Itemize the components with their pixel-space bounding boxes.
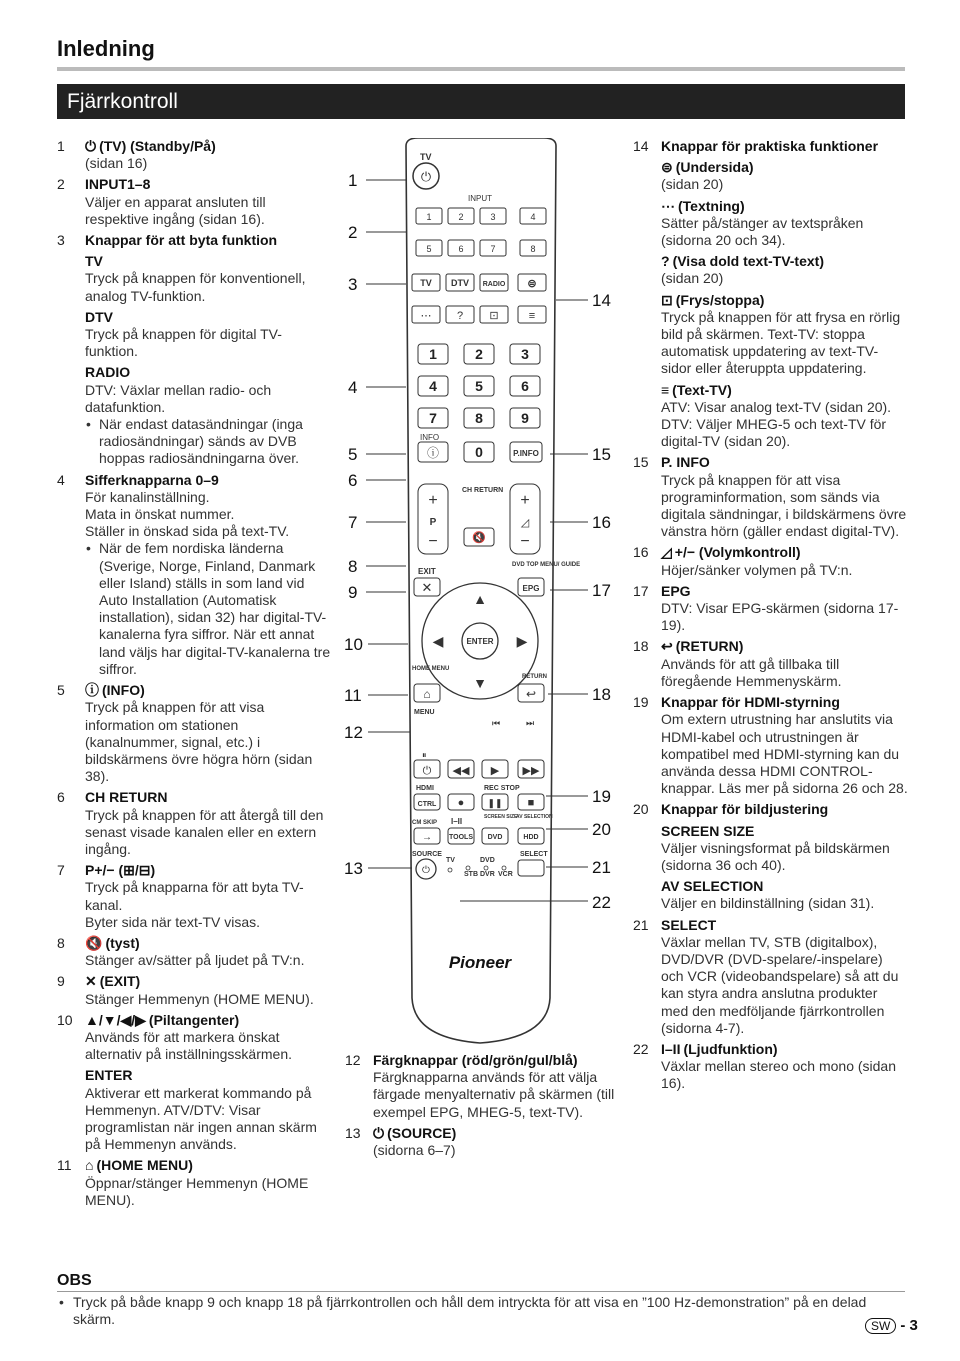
svg-text:7: 7 (490, 244, 496, 254)
svg-text:2: 2 (458, 212, 464, 222)
svg-text:6: 6 (458, 244, 464, 254)
language-badge: SW (865, 1318, 896, 1334)
item-6: 6 CH RETURN Tryck på knappen för att återgå till den senast visade kanalen eller en extern ingång. (57, 789, 324, 857)
item-11: 11 ⌂ (HOME MENU) Öppnar/stänger Hemmenyn (HOME MENU). (57, 1157, 309, 1208)
screen-size-label: SCREEN SIZE (484, 814, 518, 820)
ch-return-label: CH RETURN (462, 487, 504, 494)
select-button[interactable] (518, 860, 544, 876)
svg-text:ENTER: ENTER (466, 637, 494, 646)
subtitle-icon: ⋯ (420, 310, 432, 322)
svg-text:DTV: DTV (451, 278, 469, 288)
callout-22: 22 (592, 893, 611, 912)
item-15: 15 P. INFO Tryck på knappen för att visa programinformation, som sänds via digitala sändningar, i bildskärmens övre vänstra hörn (gäller endast digital-TV). (633, 454, 907, 540)
callout-20: 20 (592, 820, 611, 839)
mute-icon: 🔇 (85, 934, 103, 951)
svg-text:8: 8 (475, 410, 483, 426)
select-label: SELECT (520, 851, 548, 858)
pause-icon: ⏸ (422, 750, 427, 760)
reveal-icon: ? (661, 253, 670, 270)
item-7: 7 P+/− (⊞/⊟) Tryck på knapparna för att byta TV-kanal. Byter sida när text-TV visas. (57, 862, 304, 930)
left-column (57, 138, 332, 1213)
callout-lines-left (366, 180, 412, 868)
item-18: 18 ↩ (RETURN) Används för att gå tillbaka till föregående Hemmenyskärm. (633, 638, 842, 689)
subtitle-icon: ⋯ (661, 197, 675, 214)
input-label: INPUT (468, 194, 492, 203)
callout-10: 10 (344, 635, 363, 654)
freeze-icon: ⊡ (661, 291, 673, 308)
obs-title: OBS (57, 1272, 92, 1289)
item-2: 2 INPUT1–8 Väljer en apparat ansluten till respektive ingång (sidan 16). (57, 176, 266, 227)
item-22: 22 I–II (Ljudfunktion) Växlar mellan stereo och mono (sidan 16). (633, 1040, 897, 1092)
info-icon: ⓘ (426, 446, 440, 460)
svg-text:EPG: EPG (522, 584, 540, 593)
arrow-keys-icon: ▲/▼/◀/▶ (85, 1011, 146, 1028)
item-10: 10 ▲/▼/◀/▶ (Piltangenter) Används för att markera önskat alternativ på inställningsskärmen. ENTER Aktiverar ett markerat kommando på Hemmenyn. ATV/DTV: Visar programlistan när ingen annan skärm på Hemmenyn används. (57, 1011, 317, 1153)
callouts-right (592, 291, 611, 912)
svg-text:−: − (520, 533, 530, 550)
page-number: SW - 3 (865, 1317, 918, 1334)
svg-text:5: 5 (426, 244, 432, 254)
item-1: 1 ⏻ (TV) (Standby/På) (sidan 16) (57, 138, 216, 172)
svg-text:3: 3 (490, 212, 496, 222)
skip-icon: → (422, 832, 432, 843)
pause-icon: ❚❚ (487, 798, 503, 808)
next-track-icon: ⏭ (526, 718, 535, 728)
svg-text:+: + (520, 492, 530, 509)
info-icon: ⓘ (85, 682, 99, 699)
home-icon: ⌂ (85, 1157, 94, 1174)
obs-text: • Tryck på både knapp 9 och knapp 18 på fjärrkontrollen och håll dem intryckta för att visa en ”100 Hz-demonstration” på en delad skärm. (57, 1294, 905, 1328)
stop-icon: ■ (527, 797, 535, 809)
item-13: 13 ⏻ (SOURCE) (sidorna 6–7) (345, 1124, 457, 1159)
remote-illustration (340, 138, 630, 1048)
rec-stop-label: REC STOP (484, 785, 520, 792)
play-icon: ▶ (490, 765, 500, 777)
forward-icon: ▶▶ (522, 765, 540, 777)
info-label: INFO (420, 433, 440, 442)
record-icon: ● (457, 797, 465, 809)
power-icon: ⏻ (85, 138, 97, 154)
subpage-icon: ⊜ (527, 278, 537, 290)
section-title: Fjärrkontroll (57, 84, 905, 119)
return-icon: ↩ (661, 638, 673, 655)
item-17: 17 EPG DTV: Visar EPG-skärmen (sidorna 17-19). (633, 582, 899, 634)
svg-text:6: 6 (521, 378, 529, 394)
svg-text:8: 8 (530, 244, 536, 254)
svg-text:CTRL: CTRL (417, 801, 437, 808)
svg-text:P.INFO: P.INFO (513, 449, 539, 458)
sound-mode-icon: I–II (451, 817, 463, 826)
callout-15: 15 (592, 445, 611, 464)
callout-17: 17 (592, 581, 611, 600)
svg-text:7: 7 (429, 410, 437, 426)
svg-text:2: 2 (475, 346, 483, 362)
sound-mode-icon: I–II (661, 1040, 681, 1057)
svg-text:DVR: DVR (480, 871, 495, 878)
item-16: 16 ◿ +/− (Volymkontroll) Höjer/sänker volymen på TV:n. (633, 544, 853, 578)
callout-6: 6 (348, 471, 358, 490)
svg-text:1: 1 (429, 346, 437, 362)
cm-skip-label: CM SKIP (412, 820, 438, 826)
item-5: 5 ⓘ (INFO) Tryck på knappen för att visa information om stationen (kanalnummer, signal, etc.) i bildskärmens övre högra hörn (sidan 38). (57, 682, 313, 785)
obs-divider (57, 1291, 905, 1292)
callouts-left (344, 171, 363, 878)
svg-text:TV: TV (420, 278, 432, 288)
arrow-left-icon[interactable]: ◀ (432, 633, 444, 649)
callout-2: 2 (348, 223, 358, 242)
brand-logo: Pioneer (448, 953, 512, 972)
teletext-icon: ≡ (661, 381, 670, 398)
callout-9: 9 (348, 583, 358, 602)
svg-text:VCR: VCR (498, 871, 513, 878)
item-9: 9 ✕ (EXIT) Stänger Hemmenyn (HOME MENU). (57, 973, 314, 1007)
callout-7: 7 (348, 513, 358, 532)
item-3: 3 Knappar för att byta funktion TV Tryck på knappen för konventionell, analog TV-funktion. DTV Tryck på knappen för digital TV-funktion. RADIO DTV: Växlar mellan radio- och datafunktion. • När endast datasändningar (inga radiosändningar) sänds av DVB hoppas radiosändningarna över. (57, 232, 332, 468)
item-21: 21 SELECT Växlar mellan TV, STB (digitalbox), DVD/DVR (DVD-spelare/-inspelare) och VCR (videobandspelare) så att du kan styra andra anslutna produkter med den medföljande fjärrkontrollen (sidorna 4-7). (633, 916, 899, 1036)
hdmi-label: HDMI (416, 785, 434, 792)
svg-text:0: 0 (475, 444, 483, 460)
callout-12: 12 (344, 723, 363, 742)
callout-5: 5 (348, 445, 358, 464)
teletext-icon: ≡ (528, 310, 536, 322)
svg-text:P: P (429, 517, 437, 528)
callout-21: 21 (592, 858, 611, 877)
callout-4: 4 (348, 378, 358, 397)
callout-1: 1 (348, 171, 358, 190)
source-label: SOURCE (412, 851, 442, 858)
svg-text:TV: TV (446, 857, 455, 864)
volume-icon: ◿ (661, 544, 672, 561)
right-column (633, 138, 908, 1097)
arrow-right-icon[interactable]: ▶ (516, 633, 528, 649)
item-8: 8 🔇 (tyst) Stänger av/sätter på ljudet på TV:n. (57, 934, 305, 969)
mute-icon: 🔇 (472, 532, 486, 544)
dvd-top-menu-label: DVD TOP MENU/ GUIDE (512, 562, 581, 568)
subpage-icon: ⊜ (661, 159, 673, 176)
exit-icon: ✕ (421, 580, 433, 595)
item-14: 14 Knappar för praktiska funktioner ⊜ (Undersida) (sidan 20) ⋯ (Textning) Sätter på/stänger av textspråken (sidorna 20 och 34). ? (Visa dold text-TV-text) (sidan 20) ⊡ (Frys/stoppa) Tryck på knappen för att frysa en rörlig bild på skärmen. Text-TV: stoppa automatisk uppdatering av text-TV-sidor eller återuppta uppdatering. ≡ (Text-TV) ATV: Visar analog text-TV (sidan 20). DTV: Väljer MHEG-5 och text-TV för digital-TV (sidan 20). (633, 138, 901, 450)
reveal-icon: ? (456, 310, 464, 322)
power-icon: ⏻ (422, 765, 432, 777)
svg-text:−: − (428, 533, 438, 550)
svg-text:3: 3 (521, 346, 529, 362)
svg-text:9: 9 (521, 410, 529, 426)
freeze-icon: ⊡ (489, 310, 499, 322)
item-19: 19 Knappar för HDMI-styrning Om extern utrustning har anslutits via HDMI-kabel och utrustningen är kompatibel med HDMI-styrning kan du använda dessa HDMI CONTROL-knappar. Läs mer på sidorna 26 och 28. (633, 694, 908, 797)
svg-text:4: 4 (530, 212, 536, 222)
middle-column (345, 1052, 620, 1163)
av-selection-label: AV SELECTION (516, 814, 553, 820)
svg-text:RADIO: RADIO (482, 281, 506, 288)
rewind-icon: ◀◀ (452, 765, 470, 777)
return-label: RETURN (522, 674, 547, 680)
exit-icon: ✕ (85, 973, 97, 990)
callout-8: 8 (348, 557, 358, 576)
callout-3: 3 (348, 275, 358, 294)
menu-label: MENU (414, 709, 435, 716)
svg-text:DVD: DVD (487, 834, 503, 841)
return-icon: ↩ (525, 687, 537, 701)
title-rule (57, 67, 905, 71)
svg-text:TOOLS: TOOLS (449, 834, 473, 841)
callout-14: 14 (592, 291, 611, 310)
power-icon: ⏻ (422, 865, 430, 876)
svg-text:STB: STB (464, 871, 478, 878)
arrow-up-icon[interactable]: ▲ (473, 591, 487, 607)
arrow-down-icon[interactable]: ▼ (473, 675, 487, 691)
power-icon: ⏻ (420, 169, 432, 184)
tv-label: TV (420, 152, 432, 162)
svg-text:HDD: HDD (523, 834, 539, 841)
svg-text:4: 4 (429, 378, 437, 394)
item-12: 12 Färgknappar (röd/grön/gul/blå) Färgknapparna används för att välja färgade menyalternativ på skärmen (till exempel EPG, MHEG-5, text-TV). (345, 1052, 615, 1120)
item-4: 4 Sifferknapparna 0–9 För kanalinställning. Mata in önskat nummer. Ställer in önskad sida på text-TV. • När de fem nordiska länderna (Sverige, Norge, Finland, Danmark eller Island) ställs in som land vid Auto Installation (Automatisk installation), sidan 32) har digital-TV-kanalerna fyra siffror. När ett annat land väljs har digital-TV-kanalerna tre siffror. (57, 472, 332, 678)
svg-text:5: 5 (475, 378, 483, 394)
home-icon: ⌂ (423, 687, 431, 701)
exit-label: EXIT (418, 567, 436, 576)
prev-track-icon: ⏮ (492, 718, 501, 728)
volume-icon: ◿ (520, 517, 530, 529)
page-title: Inledning (57, 36, 155, 61)
svg-text:+: + (428, 492, 438, 509)
svg-text:1: 1 (426, 212, 432, 222)
home-menu-label: HOME MENU (412, 666, 450, 672)
callout-13: 13 (344, 859, 363, 878)
callout-19: 19 (592, 787, 611, 806)
remote-svg (340, 138, 630, 1048)
item-20: 20 Knappar för bildjustering SCREEN SIZE Väljer visningsformat på bildskärmen (sidorna 36 och 40). AV SELECTION Väljer en bildinställning (sidan 31). (633, 801, 890, 912)
callout-18: 18 (592, 685, 611, 704)
power-icon: ⏻ (373, 1124, 385, 1141)
callout-11: 11 (344, 686, 362, 705)
svg-text:DVD: DVD (480, 857, 495, 864)
callout-16: 16 (592, 513, 611, 532)
